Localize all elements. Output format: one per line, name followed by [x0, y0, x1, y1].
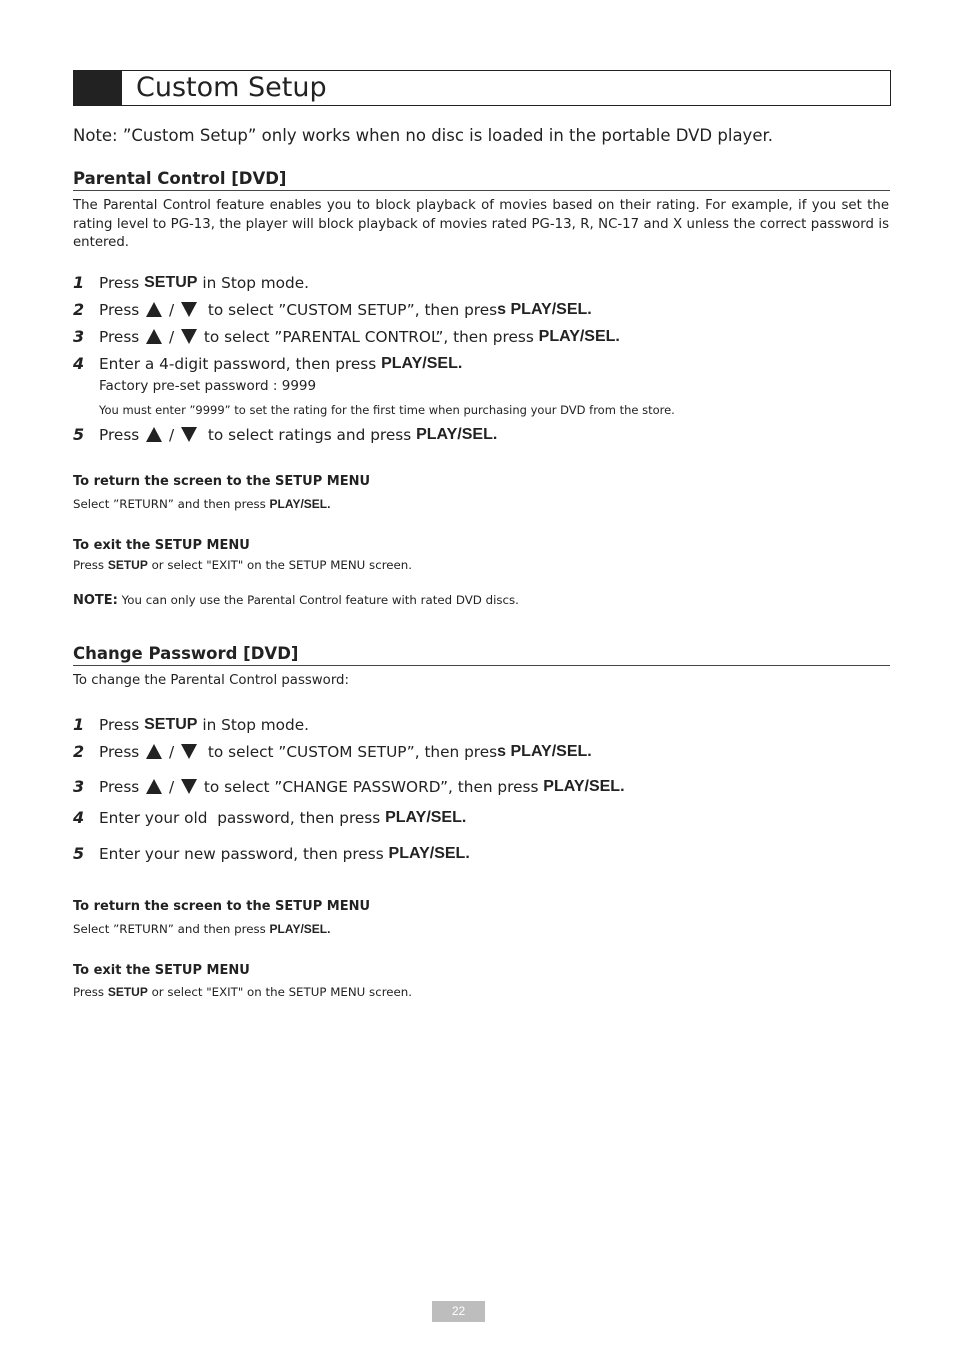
step-text: Enter a 4-digit password, then press [99, 354, 382, 373]
step-text: to select ”CHANGE PASSWORD”, then press [199, 777, 544, 796]
exit-setup-heading: To exit the SETUP MENU [73, 963, 250, 978]
must-enter-note: You must enter ”9999” to set the rating for the first time when purchasing your DVD from the store. [99, 403, 675, 417]
step-text: / [164, 425, 180, 444]
return-keyword: PLAY/SEL. [269, 922, 331, 936]
return-text: Select ”RETURN” and then press [73, 922, 270, 936]
step-text: in Stop mode. [197, 715, 310, 734]
up-arrow-icon [146, 427, 162, 442]
step-text: / [164, 327, 180, 346]
step-keyword: PLAY/SEL. [416, 425, 498, 443]
step-keyword: PLAY/SEL. [381, 354, 463, 372]
step-keyword: SETUP [144, 273, 198, 291]
up-arrow-icon [146, 744, 162, 759]
step-text: to select ratings and press [203, 425, 417, 444]
step-number: 1 [73, 715, 85, 734]
step-keyword: SETUP [144, 715, 198, 733]
page-number: 22 [432, 1301, 485, 1322]
password-step-3 [73, 777, 625, 796]
step-number: 5 [73, 425, 85, 444]
parental-step-5 [73, 425, 497, 444]
step-number: 2 [73, 300, 85, 319]
step-text: to select ”CUSTOM SETUP”, then pres [203, 300, 498, 319]
custom-setup-note: Note: ”Custom Setup” only works when no disc is loaded in the portable DVD player. [73, 126, 773, 145]
parental-step-2 [73, 300, 592, 319]
step-number: 4 [73, 354, 85, 373]
step-text: / [164, 742, 180, 761]
step-keyword: PLAY/SEL. [385, 808, 467, 826]
step-keyword: PLAY/SEL. [388, 844, 470, 862]
password-step-5 [73, 844, 470, 863]
parental-step-3 [73, 327, 620, 346]
step-keyword: PLAY/SEL. [543, 777, 625, 795]
parental-control-heading: Parental Control [DVD] [73, 169, 890, 191]
down-arrow-icon [181, 329, 197, 344]
return-setup-heading: To return the screen to the SETUP MENU [73, 899, 371, 914]
return-setup-text [73, 922, 330, 936]
step-keyword: s PLAY/SEL. [497, 300, 592, 318]
password-step-1 [73, 715, 309, 734]
change-password-intro: To change the Parental Control password: [73, 673, 349, 688]
step-number: 5 [73, 844, 85, 863]
step-number: 2 [73, 742, 85, 761]
step-number: 3 [73, 777, 85, 796]
exit-setup-heading: To exit the SETUP MENU [73, 538, 250, 553]
note-text: You can only use the Parental Control feature with rated DVD discs. [117, 593, 519, 607]
step-text: / [164, 777, 180, 796]
header-black-block [74, 71, 122, 105]
exit-text: or select "EXIT" on the SETUP MENU screen. [147, 985, 413, 999]
step-text: Enter your old password, then press [99, 808, 386, 827]
step-text: / [164, 300, 180, 319]
parental-step-4 [73, 354, 462, 373]
down-arrow-icon [181, 744, 197, 759]
step-number: 3 [73, 327, 85, 346]
exit-keyword: SETUP [107, 558, 148, 572]
step-text: Press [99, 300, 145, 319]
down-arrow-icon [181, 302, 197, 317]
up-arrow-icon [146, 329, 162, 344]
down-arrow-icon [181, 427, 197, 442]
up-arrow-icon [146, 779, 162, 794]
factory-password-note: Factory pre-set password : 9999 [99, 378, 317, 394]
return-keyword: PLAY/SEL. [269, 497, 331, 511]
return-setup-heading: To return the screen to the SETUP MENU [73, 474, 371, 489]
step-text: Press [99, 777, 145, 796]
return-text: Select ”RETURN” and then press [73, 497, 270, 511]
parental-control-intro: The Parental Control feature enables you to block playback of movies based on their rating. For example, if you set the rating level to PG-13, the player will block playback of movies rated PG-13, R, NC-17 and X unless the correct password is entered. [73, 198, 889, 250]
exit-text: or select "EXIT" on the SETUP MENU screen. [147, 558, 413, 572]
parental-step-1 [73, 273, 309, 292]
step-number: 4 [73, 808, 85, 827]
password-step-4 [73, 808, 466, 827]
page-header [73, 70, 891, 106]
down-arrow-icon [181, 779, 197, 794]
step-text: to select ”PARENTAL CONTROL”, then press [199, 327, 539, 346]
step-text: Press [99, 425, 145, 444]
exit-text: Press [73, 985, 108, 999]
parental-note [73, 593, 519, 608]
password-step-2 [73, 742, 592, 761]
step-text: Enter your new password, then press [99, 844, 389, 863]
exit-setup-text [73, 558, 412, 572]
change-password-heading: Change Password [DVD] [73, 644, 890, 666]
exit-setup-text [73, 985, 412, 999]
page-title: Custom Setup [136, 72, 327, 103]
step-text: Press [99, 273, 145, 292]
step-text: to select ”CUSTOM SETUP”, then pres [203, 742, 498, 761]
step-text: Press [99, 715, 145, 734]
exit-keyword: SETUP [107, 985, 148, 999]
step-number: 1 [73, 273, 85, 292]
step-text: Press [99, 327, 145, 346]
step-text: in Stop mode. [197, 273, 310, 292]
note-label: NOTE: [73, 593, 118, 608]
exit-text: Press [73, 558, 108, 572]
step-keyword: s PLAY/SEL. [497, 742, 592, 760]
step-text: Press [99, 742, 145, 761]
step-keyword: PLAY/SEL. [538, 327, 620, 345]
up-arrow-icon [146, 302, 162, 317]
return-setup-text [73, 497, 330, 511]
